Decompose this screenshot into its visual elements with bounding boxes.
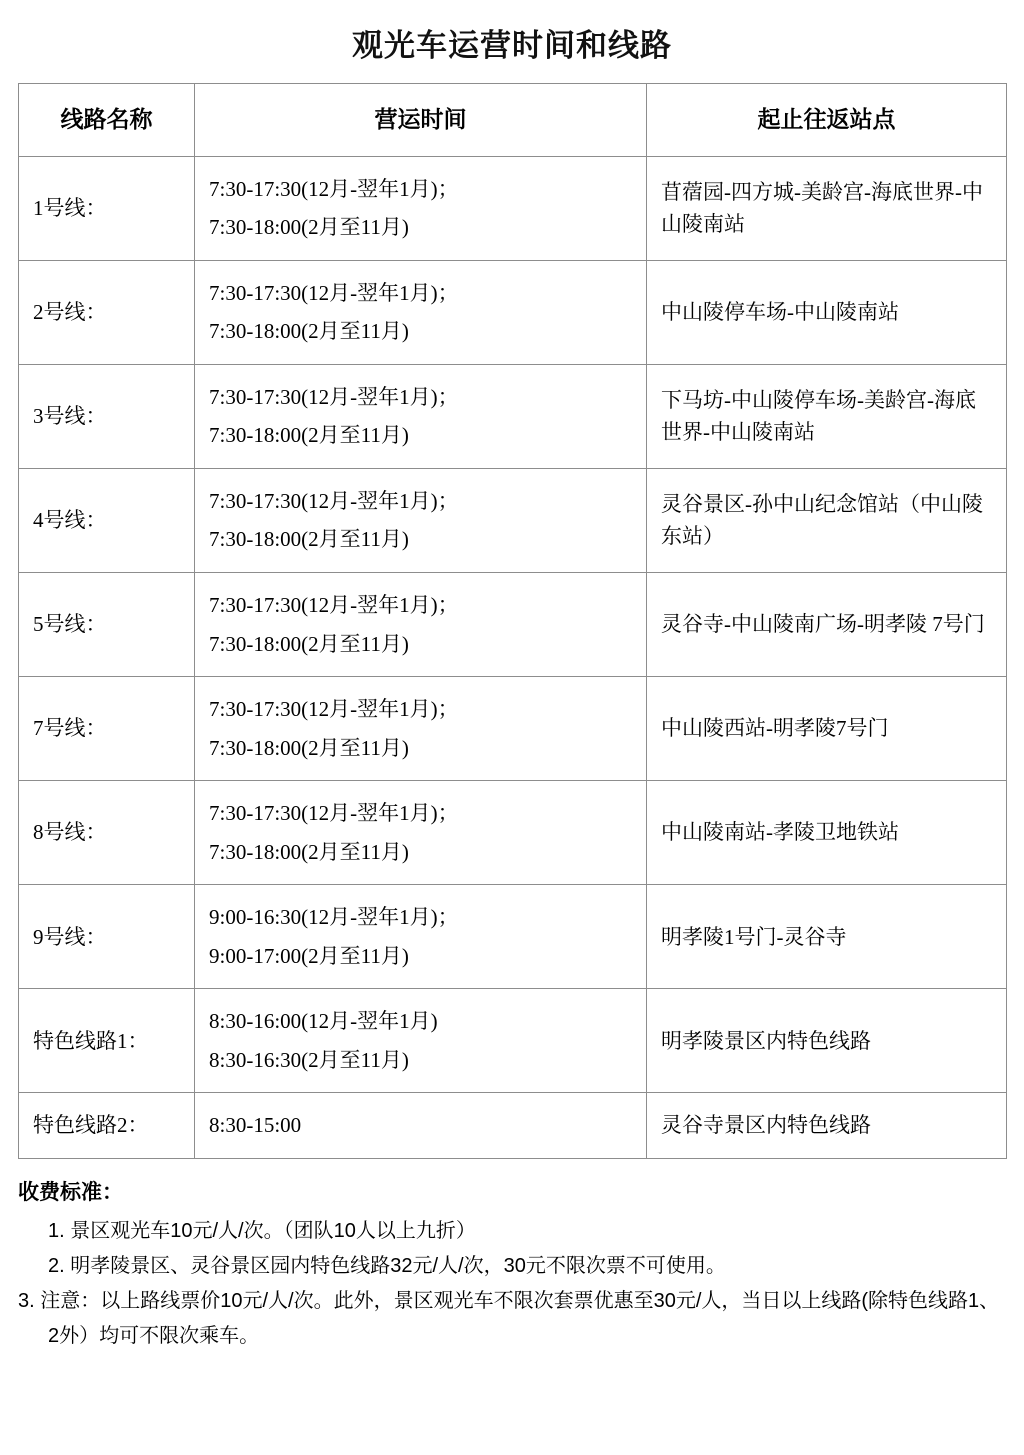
column-header-stops: 起止往返站点 [647,84,1007,157]
route-hours [195,885,647,989]
route-hours-line: 7:30-18:00(2月至11月) [209,839,409,864]
table-row [19,677,1007,781]
route-hours-line: 7:30-17:30(12月-翌年1月)； [209,593,459,618]
page-title: 观光车运营时间和线路 [352,28,672,63]
route-stops: 明孝陵景区内特色线路 [647,989,1007,1093]
route-stops: 灵谷寺-中山陵南广场-明孝陵 7号门 [647,573,1007,677]
route-stops: 中山陵南站-孝陵卫地铁站 [647,781,1007,885]
route-name: 特色线路1： [19,989,195,1093]
route-name: 5号线： [19,573,195,677]
route-stops: 下马坊-中山陵停车场-美龄宫-海底世界-中山陵南站 [647,364,1007,468]
column-header-route-name: 线路名称 [19,84,195,157]
route-hours-line: 7:30-18:00(2月至11月) [209,735,409,760]
route-hours-line: 7:30-18:00(2月至11月) [209,215,409,240]
route-hours-line: 7:30-17:30(12月-翌年1月)； [209,384,459,409]
bus-schedule-table [18,83,1007,1159]
route-hours [195,156,647,260]
route-name: 特色线路2： [19,1093,195,1159]
table-row [19,781,1007,885]
column-header-operating-hours: 营运时间 [195,84,647,157]
table-row [19,468,1007,572]
route-hours-line: 8:30-16:00(12月-翌年1月) [209,1009,438,1034]
route-hours [195,364,647,468]
fare-note-item: 3. 注意：以上路线票价10元/人/次。此外，景区观光车不限次套票优惠至30元/人，当日以上线路(除特色线路1、2外）均可不限次乘车。 [18,1289,1000,1347]
route-hours-line: 9:00-17:00(2月至11月) [209,943,409,968]
route-hours-line: 7:30-18:00(2月至11月) [209,527,409,552]
route-hours-line: 7:30-17:30(12月-翌年1月)； [209,697,459,722]
fare-notes [18,1175,1006,1354]
route-hours [195,260,647,364]
route-hours [195,677,647,781]
table-row [19,156,1007,260]
route-hours-line: 7:30-17:30(12月-翌年1月)； [209,488,459,513]
route-stops: 中山陵西站-明孝陵7号门 [647,677,1007,781]
route-hours [195,989,647,1093]
route-hours-line: 7:30-17:30(12月-翌年1月)； [209,801,459,826]
table-row [19,1093,1007,1159]
route-hours [195,1093,647,1159]
route-stops: 灵谷景区-孙中山纪念馆站（中山陵东站） [647,468,1007,572]
fare-note-item: 2. 明孝陵景区、灵谷景区园内特色线路32元/人/次，30元不限次票不可使用。 [48,1254,726,1277]
table-row [19,989,1007,1093]
route-hours-line: 7:30-18:00(2月至11月) [209,423,409,448]
route-hours-line: 8:30-15:00 [209,1113,302,1138]
route-hours-line: 7:30-17:30(12月-翌年1月)； [209,176,459,201]
route-name: 3号线： [19,364,195,468]
route-stops: 苜蓿园-四方城-美龄宫-海底世界-中山陵南站 [647,156,1007,260]
route-hours-line: 7:30-17:30(12月-翌年1月)； [209,280,459,305]
route-stops: 灵谷寺景区内特色线路 [647,1093,1007,1159]
route-name: 4号线： [19,468,195,572]
route-stops: 明孝陵1号门-灵谷寺 [647,885,1007,989]
table-row [19,260,1007,364]
table-header-row [19,84,1007,157]
route-hours-line: 9:00-16:30(12月-翌年1月)； [209,905,459,930]
fare-note-item: 1. 景区观光车10元/人/次。（团队10人以上九折） [48,1219,476,1242]
route-name: 9号线： [19,885,195,989]
route-hours [195,468,647,572]
route-name: 2号线： [19,260,195,364]
route-name: 8号线： [19,781,195,885]
table-row [19,364,1007,468]
route-hours-line: 7:30-18:00(2月至11月) [209,319,409,344]
fare-notes-title: 收费标准： [18,1181,123,1205]
route-hours-line: 8:30-16:30(2月至11月) [209,1047,409,1072]
route-hours [195,781,647,885]
route-name: 7号线： [19,677,195,781]
route-name: 1号线： [19,156,195,260]
route-hours-line: 7:30-18:00(2月至11月) [209,631,409,656]
table-row [19,885,1007,989]
route-stops: 中山陵停车场-中山陵南站 [647,260,1007,364]
route-hours [195,573,647,677]
table-row [19,573,1007,677]
